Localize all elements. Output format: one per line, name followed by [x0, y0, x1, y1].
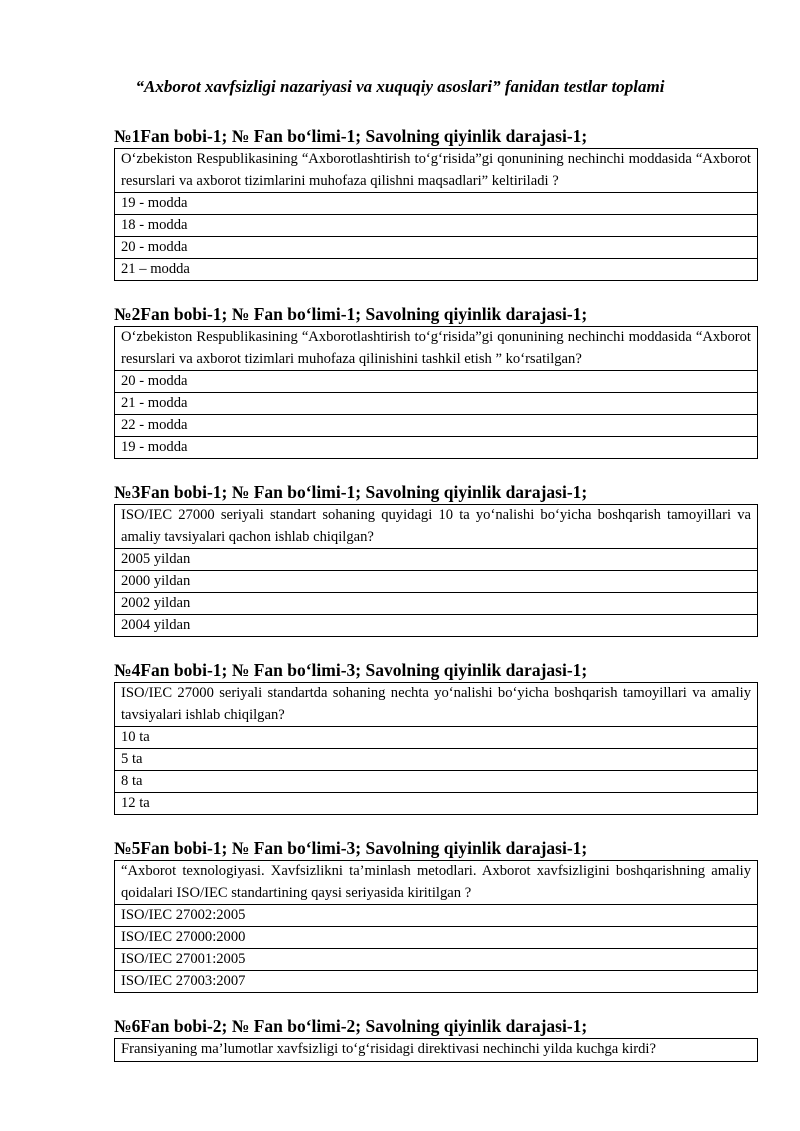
answer-option: 2002 yildan	[115, 593, 757, 615]
question-block-5	[114, 837, 758, 993]
answer-option: 19 - modda	[121, 439, 188, 455]
question-block-3	[114, 481, 758, 637]
question-heading: №1Fan bobi-1; № Fan bo‘limi-1; Savolning qiyinlik darajasi-1;	[114, 126, 588, 146]
question-heading: №5Fan bobi-1; № Fan bo‘limi-3; Savolning qiyinlik darajasi-1;	[114, 838, 588, 858]
answer-option: 18 - modda	[115, 215, 757, 237]
question-table	[114, 504, 758, 637]
answer-option: 21 - modda	[115, 393, 757, 415]
answer-option: 5 ta	[115, 749, 757, 771]
question-block-4	[114, 659, 758, 815]
question-text: O‘zbekiston Respublikasining “Axborotlashtirish to‘g‘risida”gi qonunining nechinchi moddasida “Axborot resurslari va axborot tizimlari muhofaza qilinishini tashkil etish ” ko‘rsatilgan?	[115, 327, 757, 371]
question-text: Fransiyaning ma’lumotlar xavfsizligi to‘g‘risidagi direktivasi nechinchi yilda kuchga kirdi?	[121, 1041, 656, 1057]
question-heading: №6Fan bobi-2; № Fan bo‘limi-2; Savolning qiyinlik darajasi-1;	[114, 1016, 588, 1036]
answer-option: 10 ta	[115, 727, 757, 749]
question-block-2	[114, 303, 758, 459]
question-heading: №4Fan bobi-1; № Fan bo‘limi-3; Savolning qiyinlik darajasi-1;	[114, 660, 588, 680]
question-list	[114, 125, 758, 1084]
answer-option: 2004 yildan	[121, 617, 191, 633]
question-block-1	[114, 125, 758, 281]
question-table	[114, 682, 758, 815]
question-table	[114, 326, 758, 459]
page-title: “Axborot xavfsizligi nazariyasi va xuquqiy asoslari” fanidan testlar toplami	[135, 77, 665, 96]
question-text: ISO/IEC 27000 seriyali standartda sohaning nechta yo‘nalishi bo‘yicha boshqarish tamoyillari va amaliy tavsiyalari ishlab chiqilgan?	[115, 683, 757, 727]
question-table	[114, 860, 758, 993]
question-heading: №2Fan bobi-1; № Fan bo‘limi-1; Savolning qiyinlik darajasi-1;	[114, 304, 588, 324]
answer-option: 12 ta	[121, 795, 150, 811]
question-heading: №3Fan bobi-1; № Fan bo‘limi-1; Savolning qiyinlik darajasi-1;	[114, 482, 588, 502]
question-text: “Axborot texnologiyasi. Xavfsizlikni ta’minlash metodlari. Axborot xavfsizligini boshqarishning amaliy qoidalari ISO/IEC standartining qaysi seriyasida kiritilgan ?	[115, 861, 757, 905]
question-table	[114, 148, 758, 281]
question-table	[114, 1038, 758, 1062]
answer-option: 21 – modda	[121, 261, 190, 277]
answer-option: 8 ta	[115, 771, 757, 793]
answer-option: 19 - modda	[115, 193, 757, 215]
question-text: O‘zbekiston Respublikasining “Axborotlashtirish to‘g‘risida”gi qonunining nechinchi moddasida “Axborot resurslari va axborot tizimlarini muhofaza qilishni maqsadlari” keltiriladi ?	[115, 149, 757, 193]
answer-option: ISO/IEC 27002:2005	[115, 905, 757, 927]
answer-option: 20 - modda	[115, 371, 757, 393]
answer-option: 20 - modda	[115, 237, 757, 259]
question-text: ISO/IEC 27000 seriyali standart sohaning quyidagi 10 ta yo‘nalishi bo‘yicha boshqarish tamoyillari va amaliy tavsiyalari qachon ishlab chiqilgan?	[115, 505, 757, 549]
answer-option: 22 - modda	[115, 415, 757, 437]
answer-option: ISO/IEC 27001:2005	[115, 949, 757, 971]
answer-option: 2000 yildan	[115, 571, 757, 593]
answer-option: ISO/IEC 27003:2007	[121, 973, 246, 989]
question-block-6	[114, 1015, 758, 1062]
answer-option: ISO/IEC 27000:2000	[115, 927, 757, 949]
answer-option: 2005 yildan	[115, 549, 757, 571]
